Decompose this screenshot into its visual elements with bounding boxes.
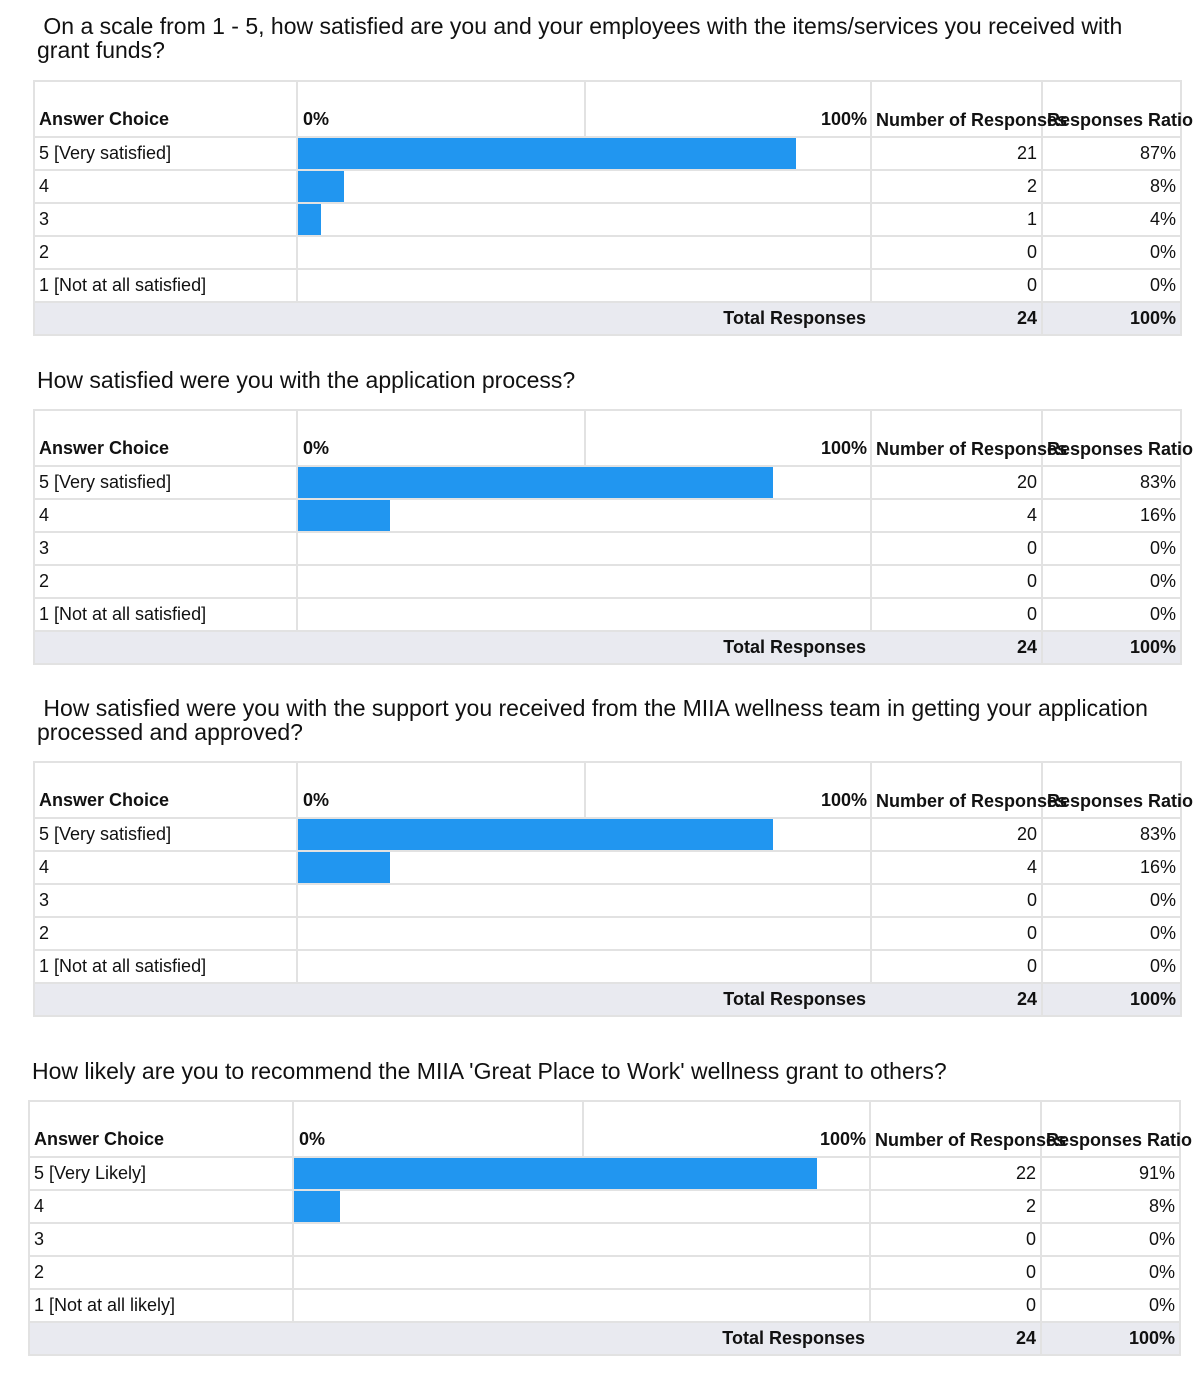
- response-count: 0: [871, 236, 1042, 269]
- response-count: 2: [871, 170, 1042, 203]
- answer-choice-label: 5 [Very satisfied]: [34, 466, 297, 499]
- table-row: [29, 1223, 1180, 1256]
- axis-min-label: 0%: [303, 790, 330, 810]
- total-count: 24: [870, 1322, 1041, 1355]
- bar: [298, 138, 796, 169]
- response-count: 0: [871, 532, 1042, 565]
- header-number-of-responses: Number of Responses: [871, 81, 1042, 137]
- total-row: [29, 1322, 1180, 1355]
- response-ratio: 0%: [1042, 598, 1181, 631]
- table-row: [34, 137, 1181, 170]
- bar-cell: [293, 1157, 870, 1190]
- total-spacer: [34, 302, 297, 335]
- response-ratio: 8%: [1042, 170, 1181, 203]
- table-row: [29, 1157, 1180, 1190]
- results-table: [28, 1100, 1193, 1356]
- total-ratio: 100%: [1042, 983, 1181, 1016]
- scale-axis: [294, 1102, 869, 1156]
- response-ratio: 0%: [1041, 1289, 1180, 1322]
- scale-axis: [298, 411, 870, 465]
- scale-axis: [298, 763, 870, 817]
- answer-choice-label: 3: [34, 203, 297, 236]
- header-scale: [297, 410, 871, 466]
- response-count: 0: [871, 598, 1042, 631]
- response-ratio: 16%: [1042, 851, 1181, 884]
- table-row: [34, 532, 1181, 565]
- response-count: 4: [871, 851, 1042, 884]
- answer-choice-label: 4: [34, 170, 297, 203]
- axis-min-label: 0%: [303, 109, 330, 129]
- scale-midline: [584, 763, 586, 817]
- response-count: 0: [871, 950, 1042, 983]
- total-spacer: [34, 983, 297, 1016]
- response-ratio: 87%: [1042, 137, 1181, 170]
- table-row: [34, 565, 1181, 598]
- response-ratio: 83%: [1042, 466, 1181, 499]
- axis-max-label: 100%: [820, 109, 867, 129]
- bar-cell: [297, 565, 871, 598]
- axis-max-label: 100%: [819, 1129, 866, 1149]
- question-title: How satisfied were you with the application process?: [37, 367, 576, 393]
- response-ratio: 0%: [1042, 884, 1181, 917]
- axis-min-label: 0%: [303, 438, 330, 458]
- header-answer-choice: Answer Choice: [34, 410, 297, 466]
- total-label: Total Responses: [293, 1322, 870, 1355]
- table-row: [34, 917, 1181, 950]
- bar: [298, 852, 390, 883]
- response-count: 1: [871, 203, 1042, 236]
- response-count: 21: [871, 137, 1042, 170]
- question-title: On a scale from 1 - 5, how satisfied are you and your employees with the items/services you received with grant funds?: [37, 13, 1129, 63]
- scale-midline: [584, 411, 586, 465]
- response-ratio: 0%: [1042, 917, 1181, 950]
- total-label: Total Responses: [297, 302, 871, 335]
- header-answer-choice: Answer Choice: [29, 1101, 293, 1157]
- scale-axis: [298, 82, 870, 136]
- header-scale: [293, 1101, 870, 1157]
- table-row: [34, 884, 1181, 917]
- answer-choice-label: 5 [Very satisfied]: [34, 818, 297, 851]
- answer-choice-label: 3: [34, 884, 297, 917]
- total-spacer: [29, 1322, 293, 1355]
- bar: [298, 204, 321, 235]
- question-title: How likely are you to recommend the MIIA 'Great Place to Work' wellness grant to others?: [32, 1058, 947, 1084]
- response-ratio: 83%: [1042, 818, 1181, 851]
- header-number-of-responses: Number of Responses: [871, 410, 1042, 466]
- response-ratio: 0%: [1042, 532, 1181, 565]
- total-count: 24: [871, 631, 1042, 664]
- results-table: [33, 761, 1194, 1017]
- header-row: [34, 410, 1181, 466]
- answer-choice-label: 2: [34, 236, 297, 269]
- bar-cell: [293, 1190, 870, 1223]
- response-ratio: 0%: [1042, 950, 1181, 983]
- total-ratio: 100%: [1042, 302, 1181, 335]
- answer-choice-label: 4: [34, 851, 297, 884]
- bar-cell: [297, 818, 871, 851]
- axis-max-label: 100%: [820, 790, 867, 810]
- table-row: [34, 598, 1181, 631]
- answer-choice-label: 5 [Very Likely]: [29, 1157, 293, 1190]
- header-responses-ratio: Responses Ratio: [1042, 762, 1181, 818]
- response-count: 4: [871, 499, 1042, 532]
- answer-choice-label: 2: [29, 1256, 293, 1289]
- response-count: 0: [870, 1256, 1041, 1289]
- results-table: [33, 80, 1194, 336]
- answer-choice-label: 5 [Very satisfied]: [34, 137, 297, 170]
- total-label: Total Responses: [297, 983, 871, 1016]
- response-count: 20: [871, 466, 1042, 499]
- response-count: 0: [871, 884, 1042, 917]
- table-row: [34, 236, 1181, 269]
- header-responses-ratio: Responses Ratio: [1042, 81, 1181, 137]
- total-ratio: 100%: [1041, 1322, 1180, 1355]
- header-scale: [297, 81, 871, 137]
- response-ratio: 0%: [1041, 1223, 1180, 1256]
- total-spacer: [34, 631, 297, 664]
- header-answer-choice: Answer Choice: [34, 762, 297, 818]
- bar: [298, 819, 773, 850]
- response-count: 2: [870, 1190, 1041, 1223]
- table-row: [34, 818, 1181, 851]
- response-count: 22: [870, 1157, 1041, 1190]
- response-count: 0: [871, 269, 1042, 302]
- table-row: [29, 1289, 1180, 1322]
- total-ratio: 100%: [1042, 631, 1181, 664]
- response-ratio: 4%: [1042, 203, 1181, 236]
- axis-min-label: 0%: [299, 1129, 326, 1149]
- total-row: [34, 631, 1181, 664]
- total-row: [34, 983, 1181, 1016]
- header-responses-ratio: Responses Ratio: [1041, 1101, 1180, 1157]
- bar-cell: [297, 137, 871, 170]
- answer-choice-label: 3: [34, 532, 297, 565]
- bar-cell: [293, 1256, 870, 1289]
- header-row: [29, 1101, 1180, 1157]
- scale-midline: [584, 82, 586, 136]
- total-count: 24: [871, 983, 1042, 1016]
- results-table: [33, 409, 1194, 665]
- bar: [298, 171, 344, 202]
- response-ratio: 0%: [1042, 236, 1181, 269]
- response-count: 20: [871, 818, 1042, 851]
- scale-midline: [582, 1102, 584, 1156]
- bar-cell: [297, 884, 871, 917]
- bar: [294, 1158, 817, 1189]
- header-answer-choice: Answer Choice: [34, 81, 297, 137]
- answer-choice-label: 1 [Not at all satisfied]: [34, 950, 297, 983]
- bar-cell: [297, 269, 871, 302]
- bar-cell: [297, 236, 871, 269]
- table-row: [34, 203, 1181, 236]
- total-row: [34, 302, 1181, 335]
- bar: [298, 467, 773, 498]
- response-ratio: 16%: [1042, 499, 1181, 532]
- header-scale: [297, 762, 871, 818]
- bar-cell: [297, 851, 871, 884]
- header-number-of-responses: Number of Responses: [871, 762, 1042, 818]
- question-title: How satisfied were you with the support you received from the MIIA wellness team in getting your application processed and approved?: [37, 695, 1155, 745]
- bar-cell: [297, 499, 871, 532]
- answer-choice-label: 1 [Not at all satisfied]: [34, 269, 297, 302]
- table-row: [34, 851, 1181, 884]
- answer-choice-label: 1 [Not at all satisfied]: [34, 598, 297, 631]
- header-number-of-responses: Number of Responses: [870, 1101, 1041, 1157]
- response-ratio: 91%: [1041, 1157, 1180, 1190]
- total-label: Total Responses: [297, 631, 871, 664]
- answer-choice-label: 4: [29, 1190, 293, 1223]
- response-count: 0: [871, 565, 1042, 598]
- header-row: [34, 81, 1181, 137]
- response-count: 0: [870, 1289, 1041, 1322]
- table-row: [34, 466, 1181, 499]
- header-row: [34, 762, 1181, 818]
- bar-cell: [297, 466, 871, 499]
- bar-cell: [297, 170, 871, 203]
- bar-cell: [293, 1223, 870, 1256]
- bar-cell: [297, 598, 871, 631]
- bar-cell: [297, 917, 871, 950]
- axis-max-label: 100%: [820, 438, 867, 458]
- response-ratio: 8%: [1041, 1190, 1180, 1223]
- table-row: [34, 499, 1181, 532]
- table-row: [29, 1190, 1180, 1223]
- answer-choice-label: 4: [34, 499, 297, 532]
- answer-choice-label: 1 [Not at all likely]: [29, 1289, 293, 1322]
- header-responses-ratio: Responses Ratio: [1042, 410, 1181, 466]
- bar-cell: [293, 1289, 870, 1322]
- answer-choice-label: 3: [29, 1223, 293, 1256]
- answer-choice-label: 2: [34, 917, 297, 950]
- response-ratio: 0%: [1042, 269, 1181, 302]
- answer-choice-label: 2: [34, 565, 297, 598]
- bar-cell: [297, 950, 871, 983]
- table-row: [29, 1256, 1180, 1289]
- bar-cell: [297, 203, 871, 236]
- table-row: [34, 269, 1181, 302]
- table-row: [34, 170, 1181, 203]
- response-ratio: 0%: [1042, 565, 1181, 598]
- total-count: 24: [871, 302, 1042, 335]
- response-ratio: 0%: [1041, 1256, 1180, 1289]
- response-count: 0: [870, 1223, 1041, 1256]
- table-row: [34, 950, 1181, 983]
- bar: [294, 1191, 340, 1222]
- response-count: 0: [871, 917, 1042, 950]
- bar: [298, 500, 390, 531]
- bar-cell: [297, 532, 871, 565]
